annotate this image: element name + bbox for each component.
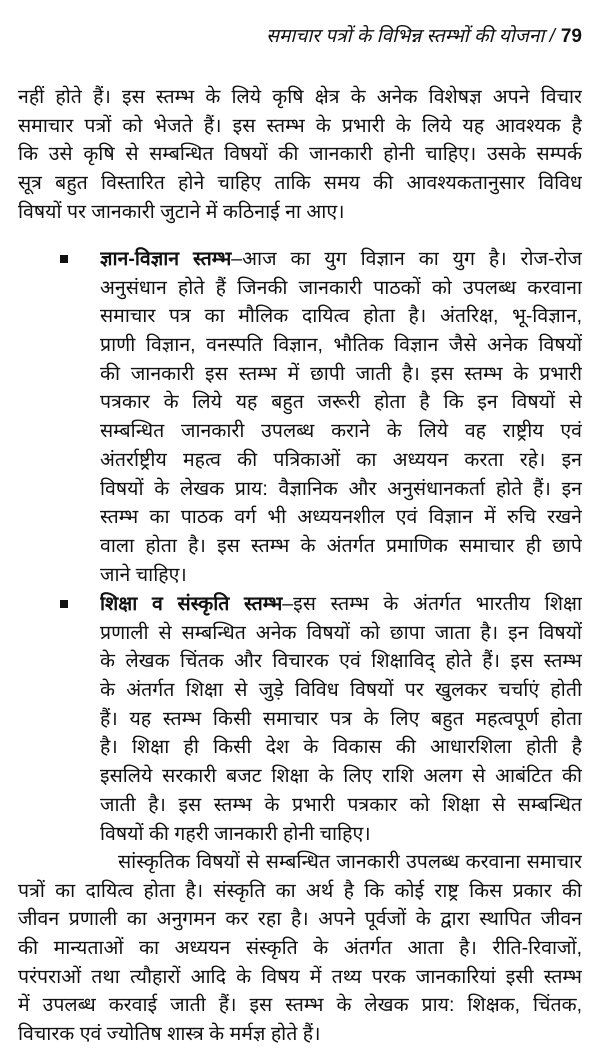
text-line: के अंतर्गत शिक्षा से जुड़े विविध विषयों पर खुलकर चर्चाएं होती	[100, 679, 582, 702]
text-line: विषयों के लेखक प्राय: वैज्ञानिक और अनुसंधानकर्ता होते हैं। इन	[100, 477, 582, 500]
text-line: में उपलब्ध करवाई जाती हैं। इस स्तम्भ के लेखक प्राय: शिक्षक, चिंतक,	[18, 994, 582, 1017]
text-line: विचारक एवं ज्योतिष शास्त्र के मर्मज्ञ होते हैं।	[18, 1023, 321, 1046]
text-line: विषयों पर जानकारी जुटाने में कठिनाई ना आए।	[18, 200, 345, 223]
text-line: परंपराओं तथा त्यौहारों आदि के विषय में तथ्य परक जानकारियां इसी स्तम्भ	[18, 965, 582, 988]
running-header	[266, 22, 582, 48]
text-line: हैं। यह स्तम्भ किसी समाचार पत्र के लिए बहुत महत्वपूर्ण होता	[100, 707, 582, 730]
science-column-intro: –आज का युग विज्ञान का युग है। रोज-रोज	[231, 248, 582, 270]
text-line: सूत्र बहुत विस्तारित होने चाहिए ताकि समय की आवश्यकतानुसार विविध	[18, 172, 582, 195]
text-line: जाने चाहिए।	[100, 563, 187, 586]
text-line: सम्बन्धित जानकारी उपलब्ध कराने के लिये वह राष्ट्रीय एवं	[100, 420, 582, 443]
paragraph-culture	[18, 848, 582, 1049]
text-line: है। शिक्षा ही किसी देश के विकास की आधारशिला होती है	[100, 736, 582, 759]
text-line: पत्रकार के लिये यह बहुत जरूरी होता है कि इन विषयों से	[100, 391, 582, 414]
bullet-education-culture-column	[100, 590, 582, 848]
page-number: 79	[560, 26, 582, 47]
text-line: के लेखक चिंतक और विचारक एवं शिक्षाविद् होते हैं। इस स्तम्भ	[100, 650, 582, 673]
text-line: नहीं होते हैं। इस स्तम्भ के लिये कृषि क्षेत्र के अनेक विशेषज्ञ अपने विचार	[18, 86, 582, 108]
text-line: समाचार पत्रों को भेजते हैं। इस स्तम्भ के प्रभारी के लिये यह आवश्यक है	[18, 114, 582, 137]
paragraph-agriculture-continued	[18, 83, 582, 226]
science-column-heading: ज्ञान-विज्ञान स्तम्भ	[100, 248, 232, 270]
text-line: अंतर्राष्ट्रीय महत्व की पत्रिकाओं का अध्ययन करता रहे। इन	[100, 448, 582, 471]
text-line: विषयों की गहरी जानकारी होनी चाहिए।	[100, 822, 371, 845]
bullet-icon	[60, 600, 68, 608]
education-column-heading: शिक्षा व संस्कृति स्तम्भ	[100, 593, 283, 615]
text-line: जीवन प्रणाली का अनुगमन कर रहा है। अपने पूर्वजों के द्वारा स्थापित जीवन	[18, 908, 582, 931]
text-line: अनुसंधान होते हैं जिनकी जानकारी पाठकों को उपलब्ध करवाना	[100, 276, 582, 299]
education-column-intro: –इस स्तम्भ के अंतर्गत भारतीय शिक्षा	[282, 593, 582, 615]
text-line: इसलिये सरकारी बजट शिक्षा के लिए राशि अलग से आबंटित की	[100, 765, 582, 788]
bullet-science-column	[100, 245, 582, 589]
running-header-title: समाचार पत्रों के विभिन्न स्तम्भों की योजना /	[266, 26, 555, 47]
text-line: प्रणाली से सम्बन्धित अनेक विषयों को छापा जाता है। इन विषयों	[100, 621, 582, 644]
text-line: पत्रों का दायित्व होता है। संस्कृति का अर्थ है कि कोई राष्ट्र किस प्रकार की	[18, 879, 582, 902]
text-line: की मान्यताओं का अध्ययन संस्कृति के अंतर्गत आता है। रीति-रिवाजों,	[18, 937, 582, 960]
text-line: समाचार पत्र का मौलिक दायित्व होता है। अंतरिक्ष, भू-विज्ञान,	[100, 305, 582, 328]
text-line: कि उसे कृषि से सम्बन्धित विषयों की जानकारी होनी चाहिए। उसके सम्पर्क	[18, 143, 582, 166]
text-line: की जानकारी इस स्तम्भ में छापी जाती है। इस स्तम्भ के प्रभारी	[100, 362, 582, 385]
text-line: सांस्कृतिक विषयों से सम्बन्धित जानकारी उपलब्ध करवाना समाचार	[118, 851, 582, 873]
bullet-icon	[60, 255, 68, 263]
text-line: वाला होता है। इस स्तम्भ के अंतर्गत प्रमाणिक समाचार ही छापे	[100, 534, 582, 557]
text-line: प्राणी विज्ञान, वनस्पति विज्ञान, भौतिक विज्ञान जैसे अनेक विषयों	[100, 334, 582, 357]
text-line: जाती है। इस स्तम्भ के प्रभारी पत्रकार को शिक्षा से सम्बन्धित	[100, 793, 582, 816]
text-line: स्तम्भ का पाठक वर्ग भी अध्ययनशील एवं विज्ञान में रुचि रखने	[100, 506, 582, 529]
